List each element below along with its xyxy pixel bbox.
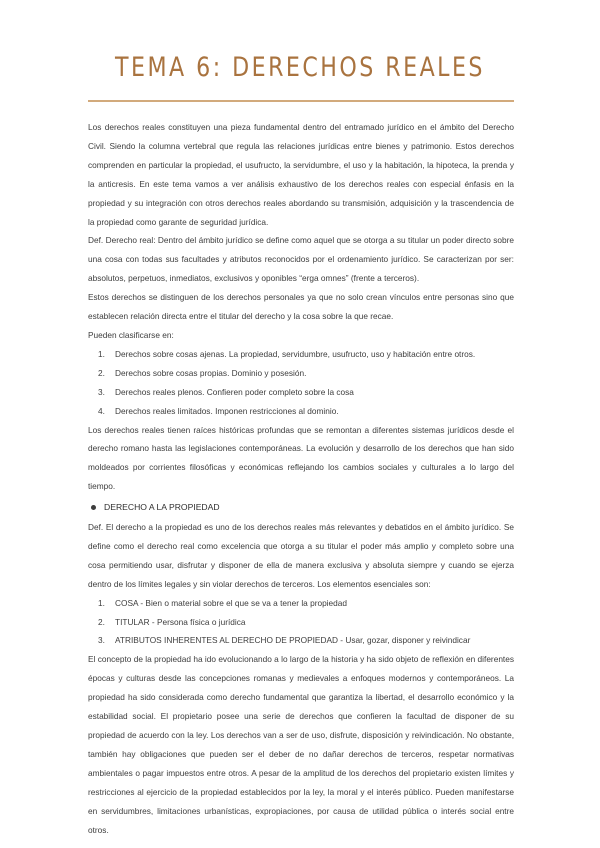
intro-paragraph: Los derechos reales constituyen una pieza fundamental dentro del entramado jurídico en el ámbito del Derecho Civil. Siendo la columna vertebral que regula las relaciones jurídicas entre bienes y patrimonio. Estos derechos comprenden en particular la propiedad, el usufructo, la servidumbre, el uso y la habitación, la hipoteca, la prenda y la anticresis. En este tema vamos a ver análisis exhaustivo de los derechos reales con especial énfasis en la propiedad y su integración con otros derechos reales abordando su transmisión, adquisición y la trascendencia de la propiedad como garante de seguridad jurídica. (88, 122, 514, 227)
list-item-text: ATRIBUTOS INHERENTES AL DERECHO DE PROPIEDAD - Usar, gozar, disponer y reivindicar (115, 635, 471, 646)
list-item (88, 402, 514, 421)
list-item (88, 364, 514, 383)
list-number: 1. (98, 597, 105, 608)
list-number: 1. (98, 348, 105, 359)
section-heading (88, 498, 514, 517)
list-item-text: Derechos sobre cosas ajenas. La propiedad, servidumbre, usufructo, uso y habitación entre otros. (115, 348, 476, 359)
section-heading-text: DERECHO A LA PROPIEDAD (104, 502, 220, 513)
classification-intro: Pueden clasificarse en: (88, 329, 174, 340)
page-title: TEMA 6: DERECHOS REALES (115, 52, 485, 83)
distinction-paragraph: Estos derechos se distinguen de los derechos personales ya que no solo crean vínculos entre personas sino que establecen relación directa entre el titular del derecho y la cosa sobre la que recae. (88, 292, 514, 322)
list-item-text: TITULAR - Persona física o jurídica (115, 616, 246, 627)
list-number: 3. (98, 386, 105, 397)
elements-list (88, 594, 514, 651)
list-item (88, 631, 514, 650)
list-item-text: COSA - Bien o material sobre el que se va a tener la propiedad (115, 597, 347, 608)
list-item (88, 383, 514, 402)
bullet-icon (91, 505, 96, 510)
list-item (88, 613, 514, 632)
list-number: 2. (98, 616, 105, 627)
classification-list (88, 345, 514, 421)
list-item (88, 594, 514, 613)
document-body (88, 118, 514, 839)
list-item-text: Derechos reales limitados. Imponen restricciones al dominio. (115, 405, 339, 416)
list-item-text: Derechos sobre cosas propias. Dominio y posesión. (115, 367, 307, 378)
list-number: 2. (98, 367, 105, 378)
closing-paragraph: El concepto de la propiedad ha ido evolucionando a lo largo de la historia y ha sido objeto de reflexión en diferentes épocas y culturas desde las concepciones romanas y medievales a enfoques modernos y contemporáneos. La propiedad ha sido considerada como derecho fundamental que garantiza la libertad, el desarrollo económico y la estabilidad social. El propietario posee una serie de derechos que confieren la facultad de disponer de su propiedad de acuerdo con la ley. Los derechos van a ser de uso, disfrute, disposición y reivindicación. No obstante, también hay obligaciones que pueden ser el deber de no dañar derechos de terceros, respetar normativas ambientales o pagar impuestos entre otros. A pesar de la amplitud de los derechos del propietario existen límites y restricciones al ejercicio de la propiedad establecidos por la ley, la moral y el interés público. Pueden manifestarse en servidumbres, limitaciones urbanísticas, expropiaciones, por causa de utilidad pública o interés social entre otros. (88, 654, 514, 835)
list-number: 3. (98, 635, 105, 646)
history-paragraph: Los derechos reales tienen raíces históricas profundas que se remontan a diferentes sistemas jurídicos desde el derecho romano hasta las legislaciones contemporáneas. La evolución y desarrollo de los derechos que han sido moldeados por corrientes filosóficas y económicas reflejando los cambios sociales y culturales a lo largo del tiempo. (88, 424, 514, 492)
property-definition-paragraph: Def. El derecho a la propiedad es uno de los derechos reales más relevantes y debatidos en el ámbito jurídico. Se define como el derecho real como excelencia que otorga a su titular el poder más amplio y completo sobre una cosa permitiendo usar, disfrutar y disponer de ella de manera exclusiva y absoluta siempre y cuando se ejerza dentro de los límites legales y sin violar derechos de terceros. Los elementos esenciales son: (88, 522, 514, 589)
list-item (88, 345, 514, 364)
title-divider (88, 100, 514, 102)
list-item-text: Derechos reales plenos. Confieren poder completo sobre la cosa (115, 386, 354, 397)
list-number: 4. (98, 405, 105, 416)
definition-paragraph: Def. Derecho real: Dentro del ámbito jurídico se define como aquel que se otorga a su titular un poder directo sobre una cosa con todas sus facultades y atributos reconocidos por el ordenamiento jurídico. Se caracterizan por ser: absolutos, perpetuos, inmediatos, exclusivos y oponibles “erga omnes” (frente a terceros). (88, 235, 514, 284)
